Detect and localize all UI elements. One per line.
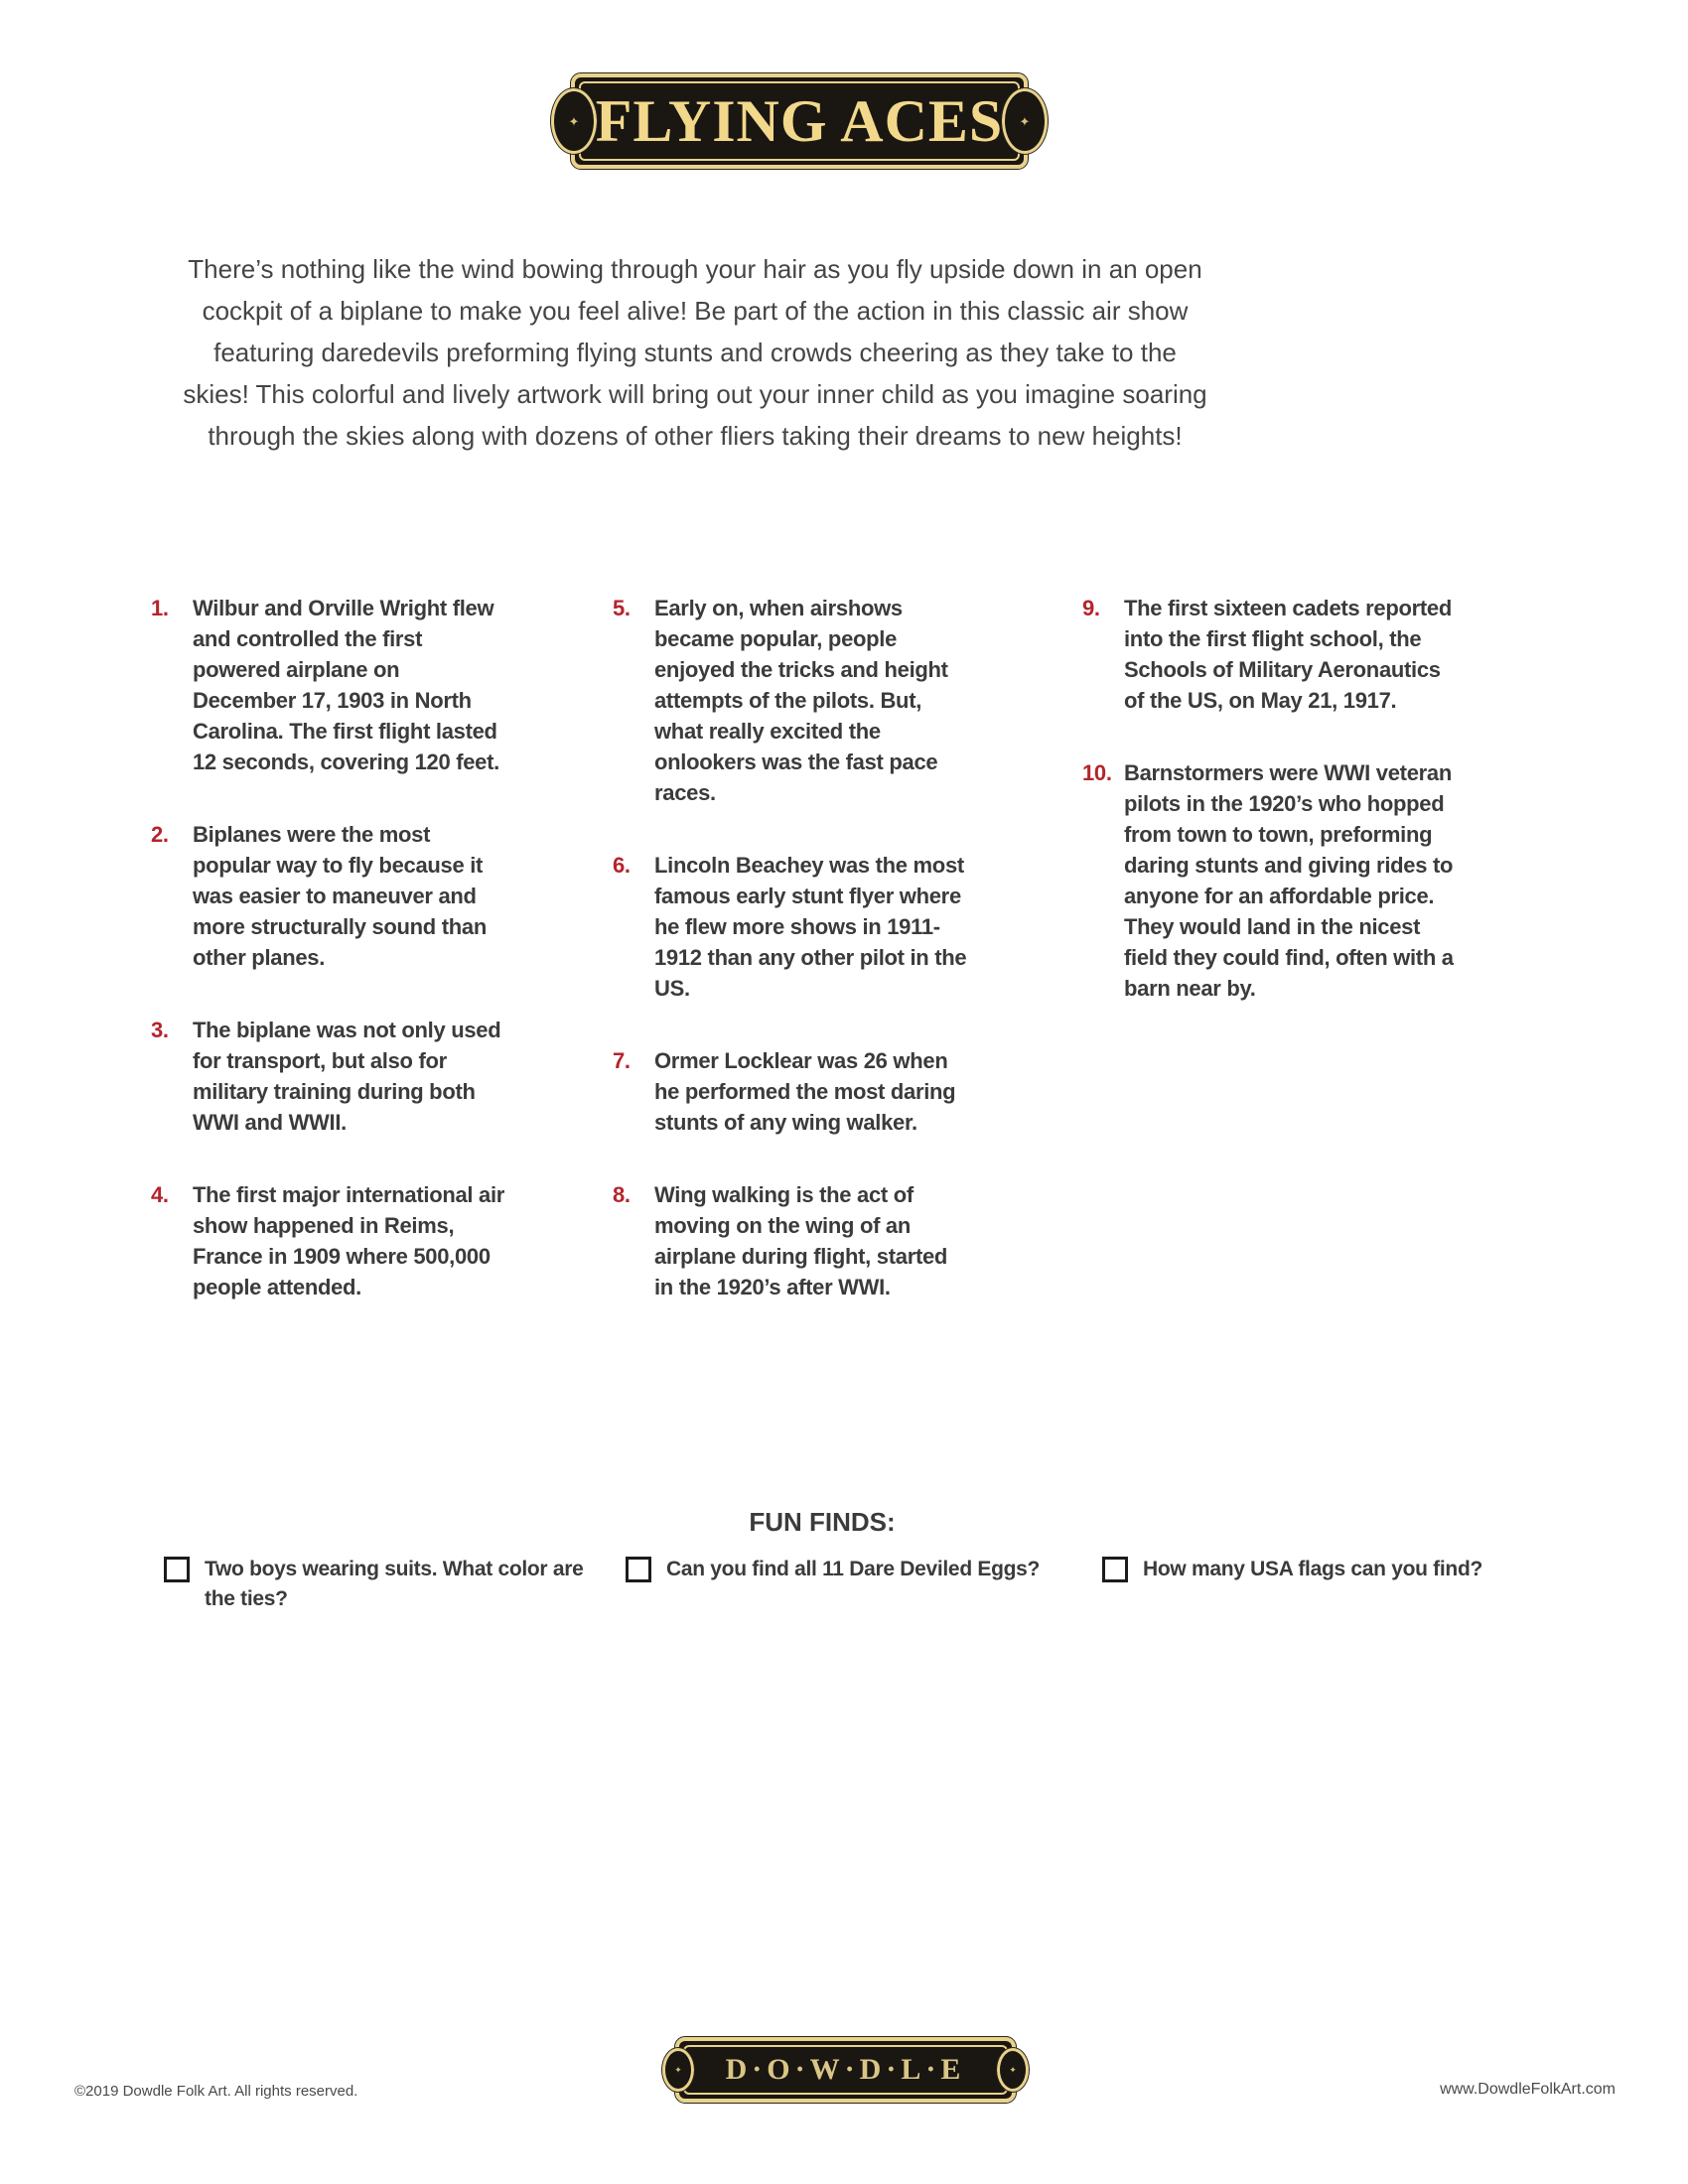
plaque-ornament-icon: ✦ (674, 2064, 682, 2075)
fun-find-item-1 (164, 1555, 591, 1614)
fun-find-item-3 (1102, 1555, 1539, 1584)
page-title: FLYING ACES (595, 87, 1004, 154)
fact-text: Lincoln Beachey was the most famous early stunt flyer where he flew more shows in 1911-1912 than any other pilot in the US. (654, 853, 967, 1001)
fact-item-9 (1082, 593, 1465, 716)
plaque-ornament-icon: ✦ (1009, 2064, 1017, 2075)
fun-find-label: Two boys wearing suits. What color are the ties? (205, 1558, 584, 1610)
plaque-ornament-icon: ✦ (1019, 113, 1031, 129)
fact-item-5 (613, 593, 970, 808)
dowdle-logo-plaque (675, 2037, 1016, 2103)
plaque-right-bump (997, 2048, 1029, 2092)
fact-item-10 (1082, 757, 1465, 1004)
facts-column-1 (151, 593, 508, 1344)
checkbox[interactable] (626, 1557, 651, 1582)
fact-number: 7. (613, 1048, 631, 1073)
fact-number: 6. (613, 853, 631, 878)
fact-item-1 (151, 593, 508, 777)
plaque-left-bump (662, 2048, 694, 2092)
fact-text: The first major international air show happened in Reims, France in 1909 where 500,000 people attended. (193, 1182, 505, 1299)
fun-find-item-2 (626, 1555, 1062, 1584)
copyright-notice: ©2019 Dowdle Folk Art. All rights reserved. (74, 2083, 358, 2100)
intro-line: featuring daredevils preforming flying stunts and crowds cheering as they take to the (213, 338, 1177, 367)
intro-paragraph (159, 248, 1231, 457)
website-url: www.DowdleFolkArt.com (1440, 2081, 1616, 2098)
fact-item-2 (151, 819, 508, 973)
fact-text: Ormer Locklear was 26 when he performed the most daring stunts of any wing walker. (654, 1048, 956, 1135)
fact-item-8 (613, 1179, 970, 1302)
fact-number: 3. (151, 1018, 169, 1042)
fun-find-label: Can you find all 11 Dare Deviled Eggs? (666, 1558, 1041, 1580)
fact-item-7 (613, 1045, 970, 1138)
fact-item-3 (151, 1015, 508, 1138)
fact-number: 9. (1082, 596, 1100, 620)
fact-item-4 (151, 1179, 508, 1302)
fact-item-6 (613, 850, 970, 1004)
fact-text: Wilbur and Orville Wright flew and controlled the first powered airplane on December 17, 1903 in North Carolina. The first flight lasted 12 seconds, covering 120 feet. (193, 596, 499, 774)
facts-column-3 (1082, 593, 1465, 1045)
title-plaque (568, 73, 1031, 169)
intro-line: through the skies along with dozens of other fliers taking their dreams to new heights! (208, 421, 1183, 451)
fact-number: 8. (613, 1182, 631, 1207)
fact-number: 4. (151, 1182, 169, 1207)
fact-text: Barnstormers were WWI veteran pilots in the 1920’s who hopped from town to town, preforming daring stunts and giving rides to anyone for an affordable price. They would land in the nicest field they could find, often with a barn near by. (1124, 760, 1454, 1001)
fun-finds-heading: FUN FINDS: (749, 1507, 896, 1537)
fact-number: 5. (613, 596, 631, 620)
facts-column-2 (613, 593, 970, 1344)
fact-text: Wing walking is the act of moving on the wing of an airplane during flight, started in the 1920’s after WWI. (654, 1182, 948, 1299)
plaque-ornament-icon: ✦ (568, 113, 580, 129)
intro-line: There’s nothing like the wind bowing through your hair as you fly upside down in an open (188, 254, 1202, 284)
plaque-right-bump (1002, 88, 1048, 154)
fact-text: Biplanes were the most popular way to fly because it was easier to maneuver and more structurally sound than other planes. (193, 822, 487, 970)
fact-number: 10. (1082, 760, 1112, 785)
fact-number: 1. (151, 596, 169, 620)
plaque-left-bump (551, 88, 597, 154)
intro-line: skies! This colorful and lively artwork will bring out your inner child as you imagine soaring (183, 379, 1207, 409)
fact-number: 2. (151, 822, 169, 847)
checkbox[interactable] (1102, 1557, 1128, 1582)
fun-find-label: How many USA flags can you find? (1143, 1558, 1482, 1580)
fact-text: Early on, when airshows became popular, people enjoyed the tricks and height attempts of the pilots. But, what really excited the onlookers was the fast pace races. (654, 596, 948, 805)
dowdle-logo-text: D·O·W·D·L·E (725, 2053, 966, 2086)
fact-text: The first sixteen cadets reported into the first flight school, the Schools of Military Aeronautics of the US, on May 21, 1917. (1124, 596, 1452, 713)
intro-line: cockpit of a biplane to make you feel alive! Be part of the action in this classic air show (202, 296, 1189, 326)
fact-text: The biplane was not only used for transport, but also for military training during both WWI and WWII. (193, 1018, 501, 1135)
checkbox[interactable] (164, 1557, 190, 1582)
